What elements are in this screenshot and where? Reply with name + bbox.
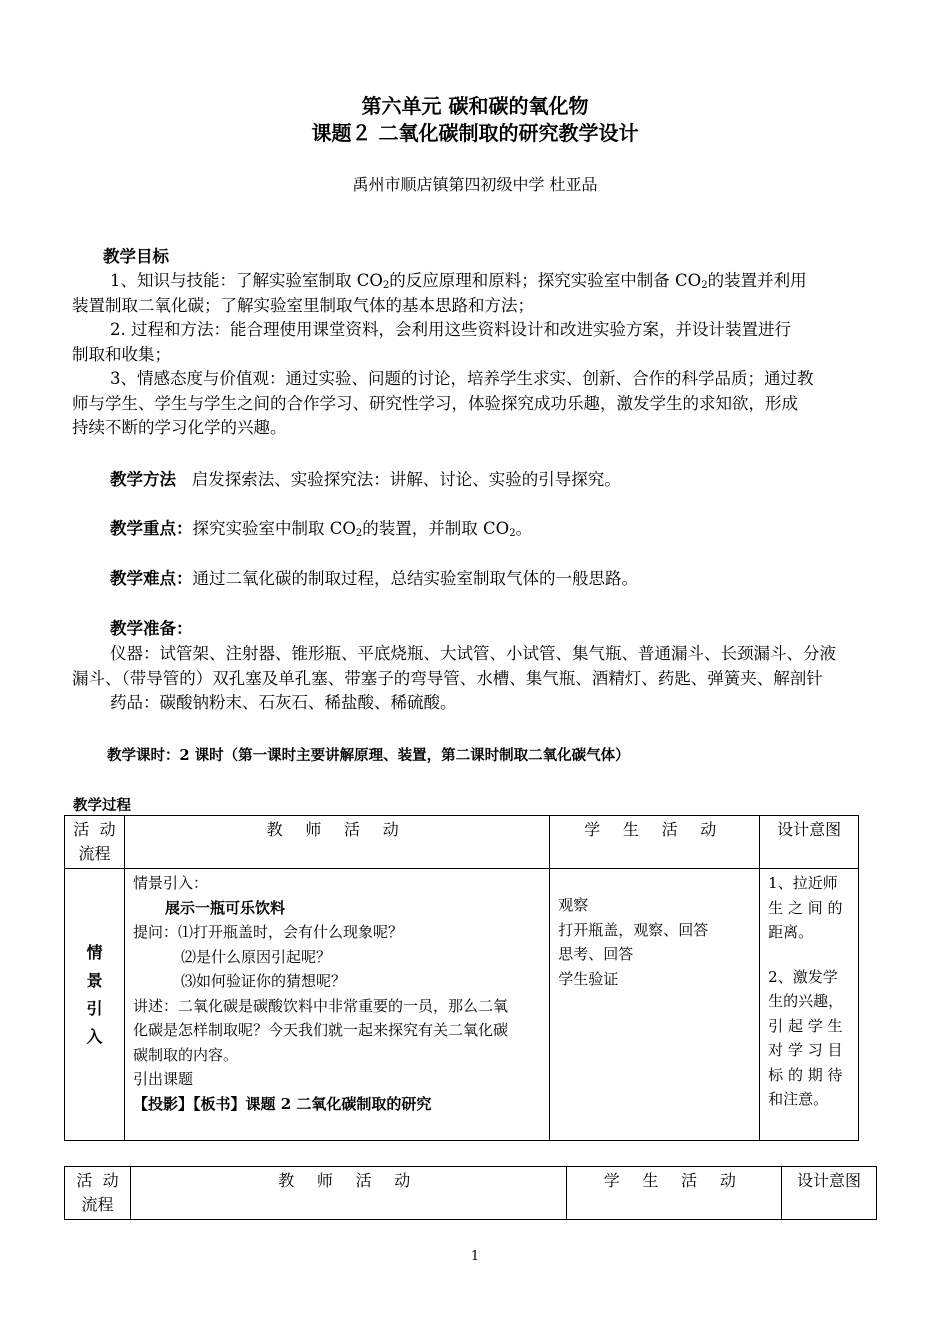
preparation-label: 教学准备： <box>110 619 193 638</box>
header-design-2: 设计意图 <box>782 1167 877 1220</box>
objective-item-1-cont: 装置制取二氧化碳；了解实验室里制取气体的基本思路和方法； <box>72 295 534 315</box>
objective-item-2: 2. 过程和方法：能合理使用课堂资料，会利用这些资料设计和改进实验方案，并设计装置进行 <box>110 320 791 339</box>
document-title-line2: 课题２ 二氧化碳制取的研究教学设计 <box>311 121 639 145</box>
key-point: 教学重点：探究实验室中制取 $CO_2$的装置，并制取 $CO_2$。 <box>110 519 533 539</box>
header-design: 设计意图 <box>760 816 859 869</box>
objective-item-3: 3、情感态度与价值观：通过实验、问题的讨论，培养学生求实、创新、合作的科学品质；通过教 <box>110 369 814 388</box>
header-flow-2: 活 动 流程 <box>65 1167 131 1220</box>
instruments-line1: 仪器：试管架、注射器、锥形瓶、平底烧瓶、大试管、小试管、集气瓶、普通漏斗、长颈漏斗、分液 <box>110 644 836 663</box>
page-number: 1 <box>470 1249 480 1264</box>
design-intent-cell: 1、拉近师 生 之 间 的 距离。 2、激发学 生的兴趣， 引 起 学 生 对 学 习 目 标 的 期 待 和注意。 <box>760 869 859 1141</box>
class-hours: 教学课时：2 课时（第一课时主要讲解原理、装置，第二课时制取二氧化碳气体） <box>107 747 630 764</box>
objective-item-2-cont: 制取和收集； <box>72 344 171 364</box>
preparation-block <box>72 642 887 716</box>
process-table <box>64 815 859 1141</box>
table-header-row <box>65 816 859 869</box>
document-title-line1: 第六单元 碳和碳的氧化物 <box>361 94 589 118</box>
teaching-method-label: 教学方法 <box>110 470 176 489</box>
flow-cell: 情 景 引 入 <box>65 869 125 1141</box>
objectives-heading: 教学目标 <box>103 247 169 266</box>
objective-item-3-end: 持续不断的学习化学的兴趣。 <box>72 418 287 437</box>
teaching-method-text: 启发探索法、实验探究法：讲解、讨论、实验的引导探究。 <box>191 470 621 489</box>
header-student-2: 学 生 活 动 <box>567 1167 782 1220</box>
chemicals-line: 药品：碳酸钠粉末、石灰石、稀盐酸、稀硫酸。 <box>110 693 457 712</box>
key-point-label: 教学重点： <box>110 519 193 538</box>
table-row <box>65 869 859 1141</box>
teacher-activity-cell: 情景引入： 展示一瓶可乐饮料 提问：⑴打开瓶盖时，会有什么现象呢？ ⑵是什么原因引起呢？ ⑶如何验证你的猜想呢？ 讲述：二氧化碳是碳酸饮料中非常重要的一员，那么二氧 化碳是怎样制取呢？今天我们就一起来探究有关二氧化碳 碳制取的内容。 引出课题 【投影】【板书】课题 2 二氧化碳制取的研究 <box>124 869 549 1141</box>
objective-item-1: 1、知识与技能：了解实验室制取 $CO_2$的反应原理和原料；探究实验室中制备 $CO_2$的装置并利用 <box>110 271 807 291</box>
header-student: 学 生 活 动 <box>550 816 760 869</box>
difficulty-text: 通过二氧化碳的制取过程，总结实验室制取气体的一般思路。 <box>192 569 638 588</box>
objective-item-3-cont: 师与学生、学生与学生之间的合作学习、研究性学习，体验探究成功乐趣，激发学生的求知欲，形成 <box>72 393 798 413</box>
table-header-row-2 <box>65 1167 877 1220</box>
process-heading: 教学过程 <box>73 797 131 814</box>
instruments-line2: 漏斗、（带导管的）双孔塞及单孔塞、带塞子的弯导管、水槽、集气瓶、酒精灯、药匙、弹簧夹、解剖针 <box>72 668 823 688</box>
teaching-method <box>110 468 621 493</box>
header-teacher: 教 师 活 动 <box>124 816 549 869</box>
difficulty-label: 教学难点： <box>110 569 193 588</box>
header-flow: 活 动 流程 <box>65 816 125 869</box>
author-line: 禹州市顺店镇第四初级中学 杜亚品 <box>352 175 598 194</box>
student-activity-cell: 观察 打开瓶盖，观察、回答 思考、回答 学生验证 <box>550 869 760 1141</box>
objectives-block <box>72 269 887 441</box>
process-table-continued <box>64 1166 877 1220</box>
header-teacher-2: 教 师 活 动 <box>130 1167 566 1220</box>
difficulty <box>110 567 638 592</box>
